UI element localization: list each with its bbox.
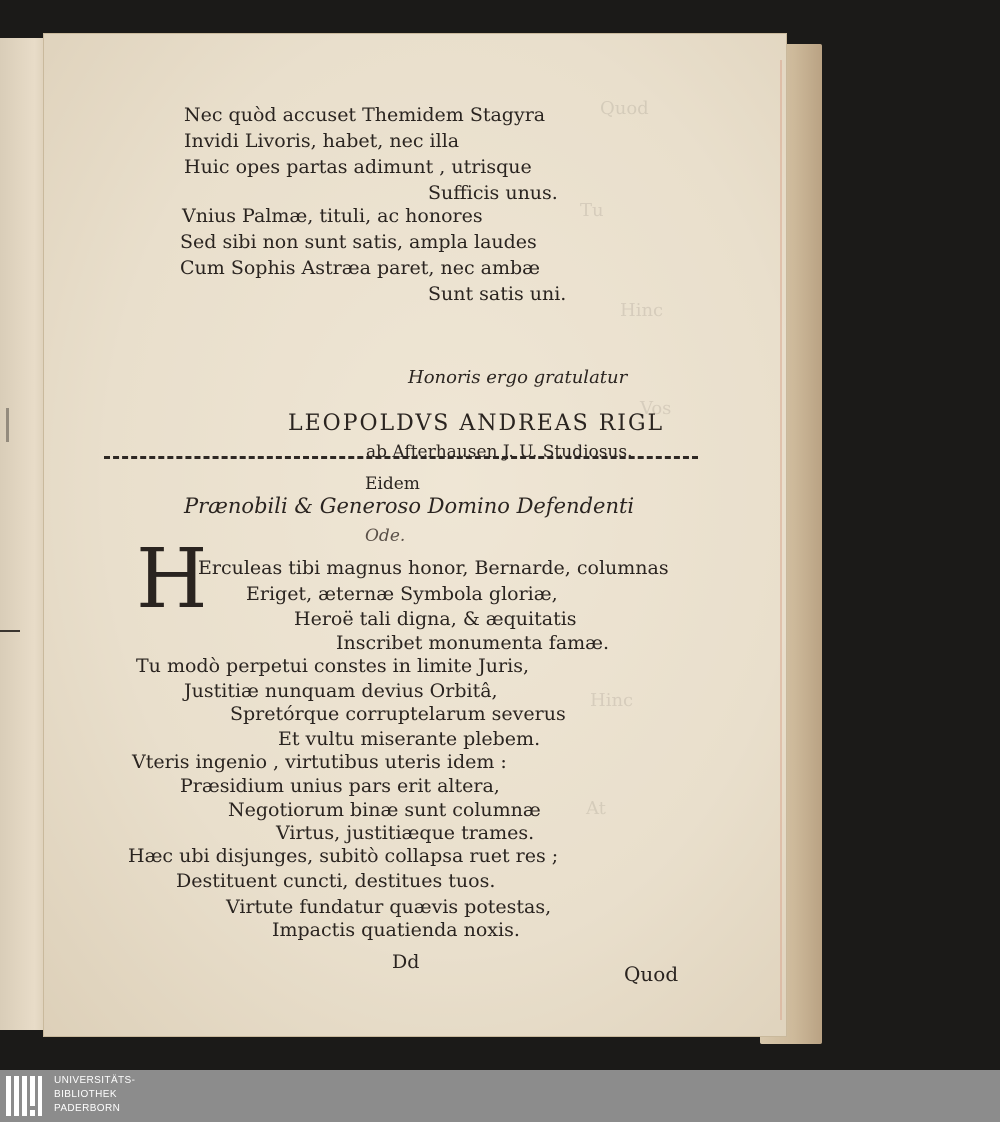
university-library-bars-icon [6,1076,50,1116]
ode-line: Negotiorum binæ sunt columnæ [228,799,541,821]
ode-line: Vteris ingenio , virtutibus uteris idem : [132,751,507,773]
page-margin-line [780,60,782,1020]
poem-line: Vnius Palmæ, tituli, ac honores [182,205,483,227]
poem-line: Cum Sophis Astræa paret, nec ambæ [180,257,541,279]
author-name: LEOPOLDVS ANDREAS RIGL [288,411,665,436]
ode-line: Impactis quatienda noxis. [272,919,520,941]
ode-line: Heroë tali digna, & æquitatis [294,608,577,630]
left-page-rule-mark [0,630,20,632]
ode-line: Virtute fundatur quævis potestas, [226,896,552,918]
poem-line: Nec quòd accuset Themidem Stagyra [184,104,546,126]
section-divider [104,456,698,459]
ode-line: Hæc ubi disjunges, subitò collapsa ruet res ; [128,845,559,867]
library-footer [0,1070,1000,1122]
bleedthrough-text: At [586,798,606,819]
author-affiliation: ab Afterhausen J. U. Studiosus. [366,442,633,462]
ode-line: Tu modò perpetui constes in limite Juris, [136,655,529,677]
ode-line: Inscribet monumenta famæ. [336,632,610,654]
drop-cap: H [136,532,208,627]
ode-line: Destituent cuncti, destitues tuos. [176,870,496,892]
ode-line: Erculeas tibi magnus honor, Bernarde, columnas [198,557,669,579]
ode-line: Et vultu miserante plebem. [278,728,541,750]
bleedthrough-text: Hinc [590,690,634,711]
poem-line: Invidi Livoris, habet, nec illa [184,130,460,152]
ode-line: Eriget, æternæ Symbola gloriæ, [246,583,558,605]
poem-line: Sed sibi non sunt satis, ampla laudes [180,231,537,253]
poem-line: Sufficis unus. [428,182,558,204]
left-page-letter-trace [6,408,23,442]
eidem-heading: Eidem [365,474,420,494]
library-name-line2: BIBLIOTHEK [54,1089,117,1100]
dedication-line: Honoris ergo gratulatur [408,367,628,388]
catchword: Quod [624,962,679,986]
poem-line: Huic opes partas adimunt , utrisque [184,156,532,178]
bleedthrough-text: Vos [640,398,672,419]
dedicatee-heading: Prænobili & Generoso Domino Defendenti [184,494,635,518]
ode-line: Justitiæ nunquam devius Orbitâ, [184,680,498,702]
poem-line: Sunt satis uni. [428,283,567,305]
ode-heading: Ode. [365,526,406,546]
signature-mark: Dd [392,951,420,973]
bleedthrough-text: Hinc [620,300,664,321]
bleedthrough-text: Quod [600,98,649,119]
ode-line: Virtus, justitiæque trames. [276,822,535,844]
library-name-line1: UNIVERSITÄTS- [54,1075,136,1086]
ode-line: Spretórque corruptelarum severus [230,703,566,725]
bleedthrough-text: Tu [580,200,604,221]
library-name-line3: PADERBORN [54,1103,121,1114]
library-name [54,1074,135,1116]
ode-line: Præsidium unius pars erit altera, [180,775,500,797]
